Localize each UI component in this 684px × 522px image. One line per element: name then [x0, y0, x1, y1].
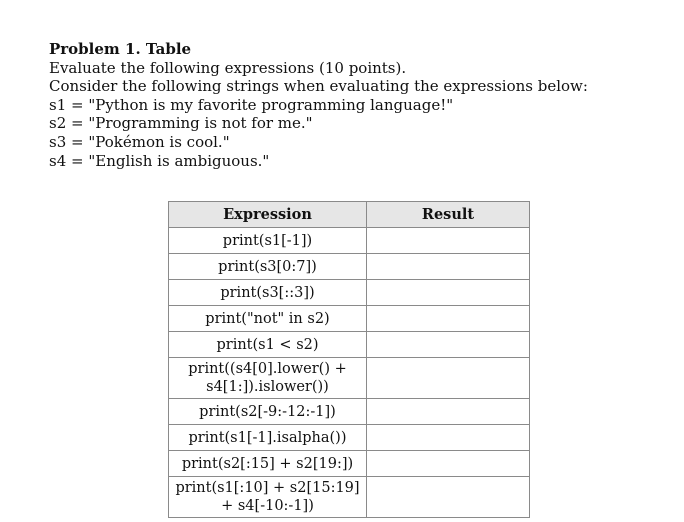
table-row: [169, 358, 530, 399]
expression-line: print((s4[0].lower() +: [188, 361, 347, 377]
string-definition-s1: s1 = "Python is my favorite programming language!": [49, 95, 454, 114]
result-cell: [367, 451, 530, 477]
expression-header: Expression: [169, 202, 367, 228]
expression-line: print(s1 < s2): [216, 336, 319, 353]
string-definition-s4: s4 = "English is ambiguous.": [49, 151, 270, 170]
expression-cell: [169, 399, 367, 425]
expression-cell: [169, 477, 367, 518]
instruction-line: Consider the following strings when evaluating the expressions below:: [49, 77, 588, 96]
table-row: [169, 306, 530, 332]
problem-title: Problem 1. Table: [49, 40, 192, 58]
expression-cell: [169, 228, 367, 254]
expression-cell: [169, 332, 367, 358]
table-row: [169, 228, 530, 254]
expression-line: print(s1[-1].isalpha()): [188, 429, 347, 446]
result-cell: [367, 358, 530, 399]
expression-line: print("not" in s2): [205, 310, 330, 327]
problem-text: [49, 40, 649, 170]
result-cell: [367, 306, 530, 332]
expression-line: s4[1:]).islower()): [206, 379, 329, 395]
table-row: [169, 477, 530, 518]
table-row: [169, 425, 530, 451]
result-cell: [367, 332, 530, 358]
expression-line: print(s2[-9:-12:-1]): [199, 403, 336, 420]
table-header-row: [169, 202, 530, 228]
table-row: [169, 332, 530, 358]
result-cell: [367, 280, 530, 306]
expression-line: print(s3[::3]): [220, 284, 315, 301]
expression-table: [168, 201, 530, 518]
table-row: [169, 451, 530, 477]
string-definition-s3: s3 = "Pokémon is cool.": [49, 132, 230, 151]
expression-cell: [169, 425, 367, 451]
result-cell: [367, 399, 530, 425]
expression-cell: [169, 451, 367, 477]
expression-cell: [169, 358, 367, 399]
expression-line: print(s1[:10] + s2[15:19]: [175, 480, 360, 496]
instruction-line: Evaluate the following expressions (10 points).: [49, 58, 407, 77]
result-cell: [367, 228, 530, 254]
expression-line: print(s3[0:7]): [218, 258, 317, 275]
result-cell: [367, 425, 530, 451]
expression-line: print(s2[:15] + s2[19:]): [181, 455, 354, 472]
expression-cell: [169, 254, 367, 280]
expression-line: print(s1[-1]): [222, 232, 313, 249]
expression-cell: [169, 280, 367, 306]
result-cell: [367, 254, 530, 280]
result-cell: [367, 477, 530, 518]
expression-line: + s4[-10:-1]): [221, 498, 314, 514]
table-row: [169, 399, 530, 425]
expression-cell: [169, 306, 367, 332]
result-header: Result: [367, 202, 530, 228]
table-row: [169, 280, 530, 306]
table-row: [169, 254, 530, 280]
string-definition-s2: s2 = "Programming is not for me.": [49, 114, 313, 133]
